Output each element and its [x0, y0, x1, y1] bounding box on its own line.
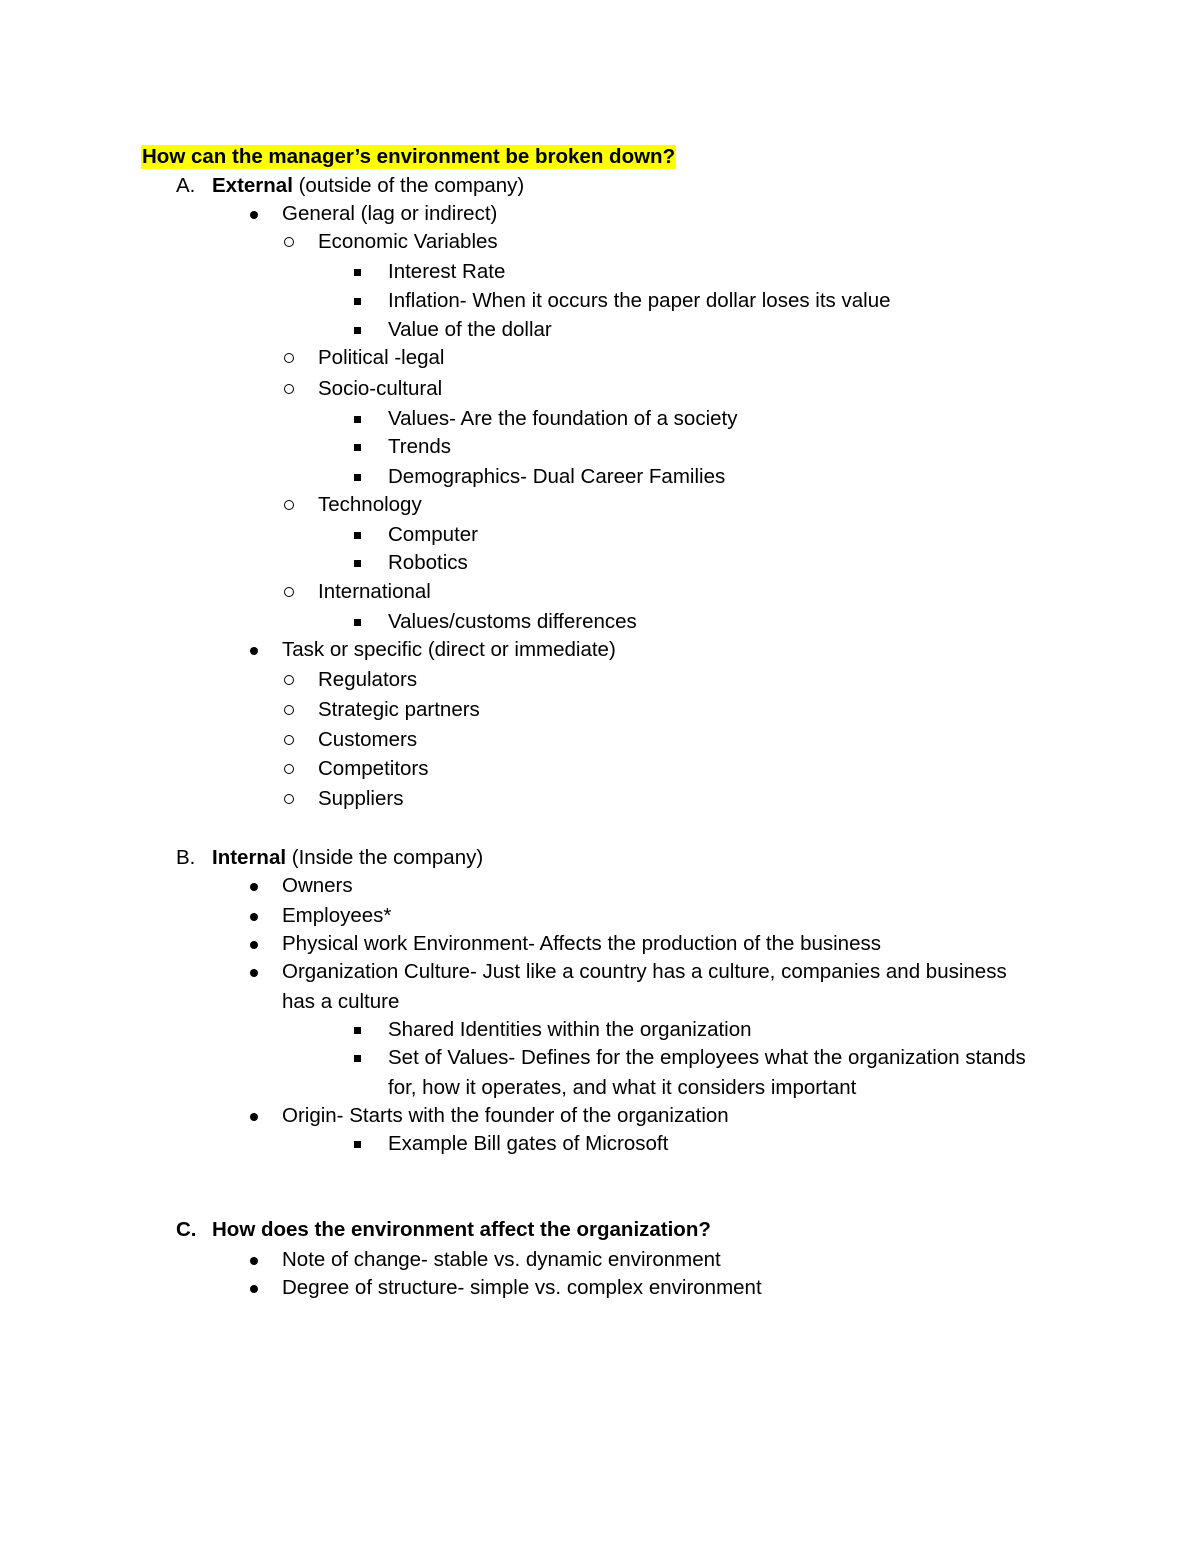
section-a-title: External: [212, 174, 293, 197]
square-bullet-icon: [354, 1027, 361, 1034]
list-item-text: Degree of structure- simple vs. complex environment: [282, 1276, 762, 1299]
list-item-text: Shared Identities within the organization: [388, 1018, 752, 1041]
list-item-text: Robotics: [388, 551, 468, 574]
square-bullet-icon: [354, 327, 361, 334]
section-b-subtitle: (Inside the company): [286, 846, 484, 869]
square-bullet-icon: [354, 444, 361, 451]
list-item-text: Organization Culture- Just like a country has a culture, companies and business: [282, 960, 1007, 983]
list-item-text: Competitors: [318, 757, 429, 780]
list-item-text: Origin- Starts with the founder of the organization: [282, 1104, 729, 1127]
list-item-text: Trends: [388, 435, 452, 458]
square-bullet-icon: [354, 1141, 361, 1148]
square-bullet-icon: [354, 619, 361, 626]
bullet-icon: [250, 211, 258, 219]
square-bullet-icon: [354, 1055, 361, 1062]
bullet-icon: [250, 913, 258, 921]
circle-bullet-icon: [284, 794, 294, 804]
list-item-text: Values- Are the foundation of a society: [388, 407, 738, 430]
square-bullet-icon: [354, 298, 361, 305]
bullet-icon: [250, 883, 258, 891]
list-item-text: Inflation- When it occurs the paper dollar loses its value: [388, 289, 891, 312]
list-item-text: Political -legal: [318, 346, 445, 369]
section-b-marker: B.: [176, 846, 196, 869]
circle-bullet-icon: [284, 675, 294, 685]
list-item-text: Interest Rate: [388, 260, 506, 283]
list-item-text: Strategic partners: [318, 698, 480, 721]
list-item-text: International: [318, 580, 431, 603]
list-item-text: Set of Values- Defines for the employees what the organization stands: [388, 1046, 1026, 1069]
bullet-icon: [250, 647, 258, 655]
list-item-text: Socio-cultural: [318, 377, 443, 400]
list-item-text: has a culture: [282, 990, 400, 1013]
list-item-text: Customers: [318, 728, 418, 751]
list-item-text: Example Bill gates of Microsoft: [388, 1132, 669, 1155]
bullet-icon: [250, 941, 258, 949]
square-bullet-icon: [354, 269, 361, 276]
list-item-text: Technology: [318, 493, 422, 516]
circle-bullet-icon: [284, 705, 294, 715]
circle-bullet-icon: [284, 500, 294, 510]
section-a-subtitle: (outside of the company): [292, 174, 525, 197]
bullet-icon: [250, 969, 258, 977]
list-item-text: General (lag or indirect): [282, 202, 498, 225]
page-title: How can the manager’s environment be broken down?: [142, 145, 676, 168]
bullet-icon: [250, 1285, 258, 1293]
bullet-icon: [250, 1257, 258, 1265]
list-item-text: Owners: [282, 874, 353, 897]
section-c-title: How does the environment affect the organization?: [212, 1218, 711, 1241]
bullet-icon: [250, 1113, 258, 1121]
section-b-title: Internal: [212, 846, 287, 869]
list-item-text: Computer: [388, 523, 479, 546]
square-bullet-icon: [354, 560, 361, 567]
list-item-text: Physical work Environment- Affects the production of the business: [282, 932, 881, 955]
list-item-text: Demographics- Dual Career Families: [388, 465, 726, 488]
circle-bullet-icon: [284, 587, 294, 597]
list-item-text: Values/customs differences: [388, 610, 637, 633]
square-bullet-icon: [354, 532, 361, 539]
list-item-text: Economic Variables: [318, 230, 498, 253]
circle-bullet-icon: [284, 735, 294, 745]
circle-bullet-icon: [284, 237, 294, 247]
section-c-marker: C.: [176, 1218, 197, 1241]
square-bullet-icon: [354, 474, 361, 481]
list-item-text: for, how it operates, and what it considers important: [388, 1076, 857, 1099]
circle-bullet-icon: [284, 353, 294, 363]
list-item-text: Employees*: [282, 904, 392, 927]
list-item-text: Regulators: [318, 668, 418, 691]
section-a-marker: A.: [176, 174, 196, 197]
square-bullet-icon: [354, 416, 361, 423]
list-item-text: Note of change- stable vs. dynamic environment: [282, 1248, 721, 1271]
circle-bullet-icon: [284, 764, 294, 774]
list-item-text: Task or specific (direct or immediate): [282, 638, 616, 661]
list-item-text: Value of the dollar: [388, 318, 552, 341]
circle-bullet-icon: [284, 384, 294, 394]
list-item-text: Suppliers: [318, 787, 404, 810]
